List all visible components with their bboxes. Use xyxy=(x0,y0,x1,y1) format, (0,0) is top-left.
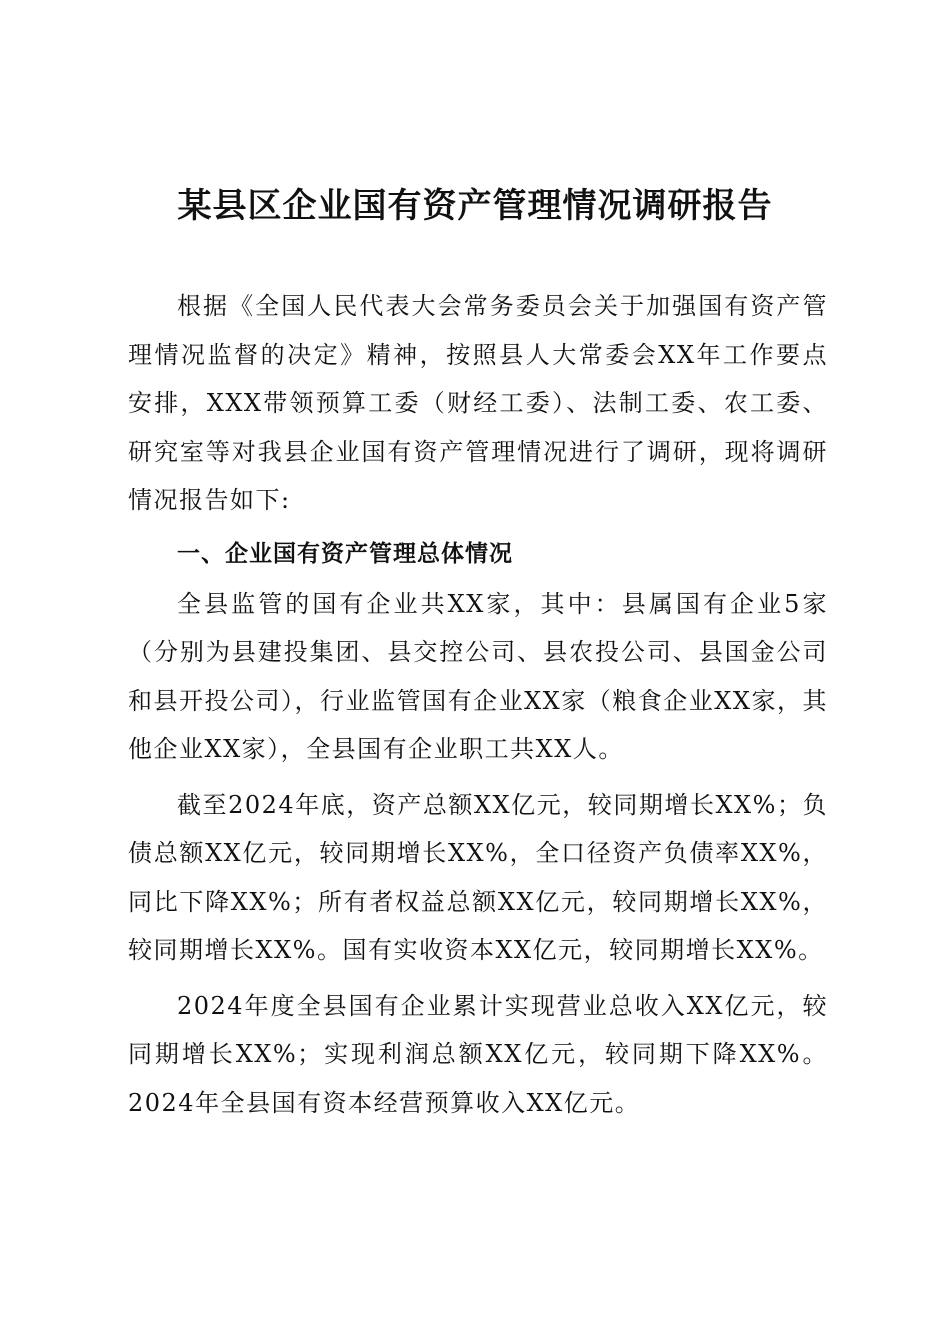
document-body xyxy=(128,282,828,1134)
enterprise-overview-paragraph: 全县监管的国有企业共XX家，其中：县属国有企业5家（分别为县建投集团、县交控公司、县农投公司、县国金公司和县开投公司），行业监管国有企业XX家（粮食企业XX家，其他企业XX家），全县国有企业职工共XX人。 xyxy=(128,589,828,763)
section-heading: 一、企业国有资产管理总体情况 xyxy=(177,540,513,567)
intro-paragraph: 根据《全国人民代表大会常务委员会关于加强国有资产管理情况监督的决定》精神，按照县人大常委会XX年工作要点安排，XXX带领预算工委（财经工委）、法制工委、农工委、研究室等对我县企业国有资产管理情况进行了调研，现将调研情况报告如下: xyxy=(128,292,828,514)
revenue-profit-paragraph: 2024年度全县国有企业累计实现营业总收入XX亿元，较同期增长XX%；实现利润总额XX亿元，较同期下降XX%。2024年全县国有资本经营预算收入XX亿元。 xyxy=(128,991,828,1117)
document-title: 某县区企业国有资产管理情况调研报告 xyxy=(177,186,773,226)
assets-liabilities-paragraph: 截至2024年底，资产总额XX亿元，较同期增长XX%；负债总额XX亿元，较同期增长XX%，全口径资产负债率XX%，同比下降XX%；所有者权益总额XX亿元，较同期增长XX%，较同期增长XX%。国有实收资本XX亿元，较同期增长XX%。 xyxy=(128,790,828,964)
